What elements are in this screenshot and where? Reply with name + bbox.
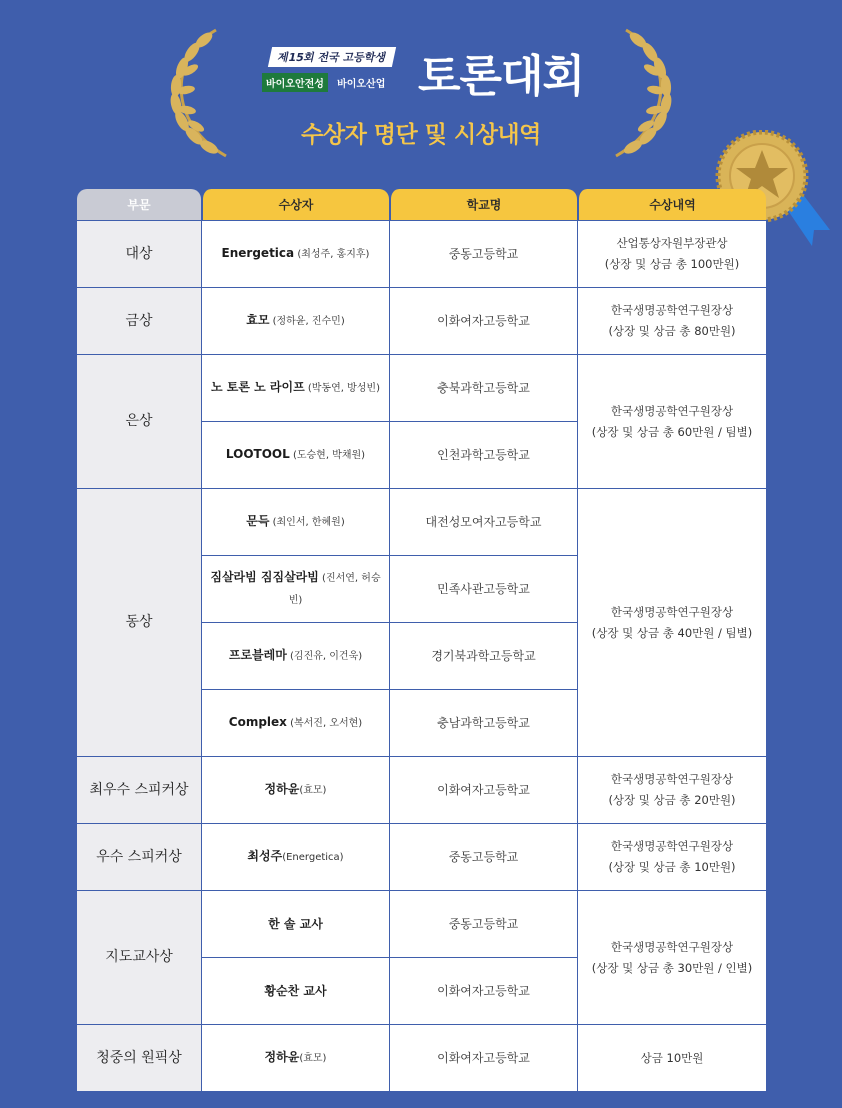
table-row: [77, 823, 766, 890]
logo-row: [262, 72, 412, 92]
category-cell: 최우수 스피커상: [77, 756, 201, 823]
winner-members: (도승현, 박채원): [289, 450, 366, 461]
winner-cell: [201, 354, 389, 421]
category-cell: 우수 스피커상: [77, 823, 201, 890]
table-row: [77, 220, 766, 287]
school-cell: 민족사관고등학교: [389, 555, 577, 622]
header-winner: 수상자: [201, 189, 389, 220]
prize-cell: [577, 287, 766, 354]
prize-cell: [577, 1024, 766, 1091]
category-cell: 청중의 원픽상: [77, 1024, 201, 1091]
prize-line1: 한국생명공학연구원장상: [610, 839, 734, 853]
winner-cell: [201, 756, 389, 823]
winner-members: (진서연, 허승빈): [288, 573, 381, 606]
table-row: [77, 890, 766, 957]
school-cell: 경기북과학고등학교: [389, 622, 577, 689]
winner-cell: [201, 890, 389, 957]
winner-members: (정하윤, 진수민): [269, 316, 345, 327]
bioindustry-logo: 바이오산업: [337, 79, 386, 90]
page-subtitle: 수상자 명단 및 시상내역: [301, 122, 541, 148]
table-row: [77, 488, 766, 555]
winner-cell: [201, 220, 389, 287]
prize-line2: (상장 및 상금 총 20만원): [608, 793, 736, 807]
prize-line1: 한국생명공학연구원장상: [610, 604, 734, 619]
winner-cell: [201, 622, 389, 689]
winner-name: 노 토론 노 라이프: [211, 380, 305, 394]
winner-cell: [201, 957, 389, 1024]
category-cell: 대상: [77, 220, 201, 287]
winner-members: (박동연, 방성빈): [304, 383, 380, 394]
school-cell: 중동고등학교: [389, 890, 577, 957]
category-cell: 금상: [77, 287, 201, 354]
school-cell: 이화여자고등학교: [389, 756, 577, 823]
winner-members: (효모): [299, 785, 327, 796]
category-cell: 은상: [77, 354, 201, 488]
prize-cell: [577, 488, 766, 756]
school-cell: 이화여자고등학교: [389, 287, 577, 354]
table-row: [77, 354, 766, 421]
winner-cell: [201, 488, 389, 555]
event-header: [262, 46, 412, 92]
winner-members: (복서진, 오서현): [286, 718, 363, 729]
prize-cell: [577, 890, 766, 1024]
school-cell: 중동고등학교: [389, 220, 577, 287]
prize-line2: (상장 및 상금 총 60만원 / 팀별): [591, 424, 753, 439]
header-category: 부문: [77, 189, 201, 220]
school-cell: 이화여자고등학교: [389, 957, 577, 1024]
winner-name: 황순찬 교사: [264, 983, 327, 998]
prize-line1: 상금 10만원: [640, 1050, 704, 1065]
winner-name: 정하윤: [264, 1050, 300, 1064]
school-cell: 인천과학고등학교: [389, 421, 577, 488]
winner-name: Energetica: [221, 246, 295, 260]
table-row: [77, 1024, 766, 1091]
school-cell: 대전성모여자고등학교: [389, 488, 577, 555]
winner-name: LOOTOOL: [225, 447, 290, 461]
winner-cell: [201, 1024, 389, 1091]
table-row: [77, 287, 766, 354]
prize-cell: [577, 220, 766, 287]
winner-name: Complex: [228, 715, 287, 729]
winner-members: (최인서, 한혜원): [269, 517, 345, 528]
table-row: [77, 756, 766, 823]
prize-line1: 한국생명공학연구원장상: [610, 403, 734, 418]
header-school: 학교명: [389, 189, 577, 220]
winner-cell: [201, 689, 389, 756]
winner-name: 문득: [246, 514, 270, 528]
winner-cell: [201, 287, 389, 354]
prize-line1: 산업통상자원부장관상: [616, 236, 728, 250]
page-title: 토론대회: [418, 51, 585, 102]
school-cell: 이화여자고등학교: [389, 1024, 577, 1091]
header-prize: 수상내역: [577, 189, 766, 220]
winner-members: (효모): [299, 1053, 327, 1064]
prize-line2: (상장 및 상금 총 80만원): [608, 324, 736, 338]
awards-table: [77, 189, 766, 1091]
winner-name: 프로블레마: [228, 648, 287, 662]
school-cell: 충남과학고등학교: [389, 689, 577, 756]
winner-cell: [201, 823, 389, 890]
winner-name: 한 솔 교사: [268, 916, 323, 931]
winner-cell: [201, 421, 389, 488]
winner-name: 최성주: [247, 849, 283, 863]
winner-name: 정하윤: [264, 782, 300, 796]
school-cell: 중동고등학교: [389, 823, 577, 890]
prize-line2: (상장 및 상금 총 100만원): [604, 257, 740, 271]
prize-cell: [577, 354, 766, 488]
biosafety-logo: 바이오안전성: [262, 73, 328, 92]
prize-line1: 한국생명공학연구원장상: [610, 939, 734, 954]
category-cell: 동상: [77, 488, 201, 756]
winner-cell: [201, 555, 389, 622]
category-cell: 지도교사상: [77, 890, 201, 1024]
prize-cell: [577, 823, 766, 890]
winner-members: (Energetica): [282, 852, 344, 863]
school-cell: 충북과학고등학교: [389, 354, 577, 421]
prize-line2: (상장 및 상금 총 40만원 / 팀별): [591, 625, 753, 640]
prize-cell: [577, 756, 766, 823]
event-banner: 제15회 전국 고등학생: [268, 47, 396, 67]
prize-line1: 한국생명공학연구원장상: [610, 303, 734, 317]
prize-line2: (상장 및 상금 총 30만원 / 인별): [591, 960, 753, 975]
winner-name: 효모: [246, 313, 270, 327]
winner-members: (김진유, 이건욱): [286, 651, 363, 662]
prize-line2: (상장 및 상금 총 10만원): [608, 860, 736, 874]
winner-members: (최성주, 홍지후): [294, 249, 370, 260]
prize-line1: 한국생명공학연구원장상: [610, 772, 734, 786]
table-header-row: [77, 189, 766, 220]
winner-name: 짐살라빔 짐짐살라빔: [210, 570, 319, 584]
